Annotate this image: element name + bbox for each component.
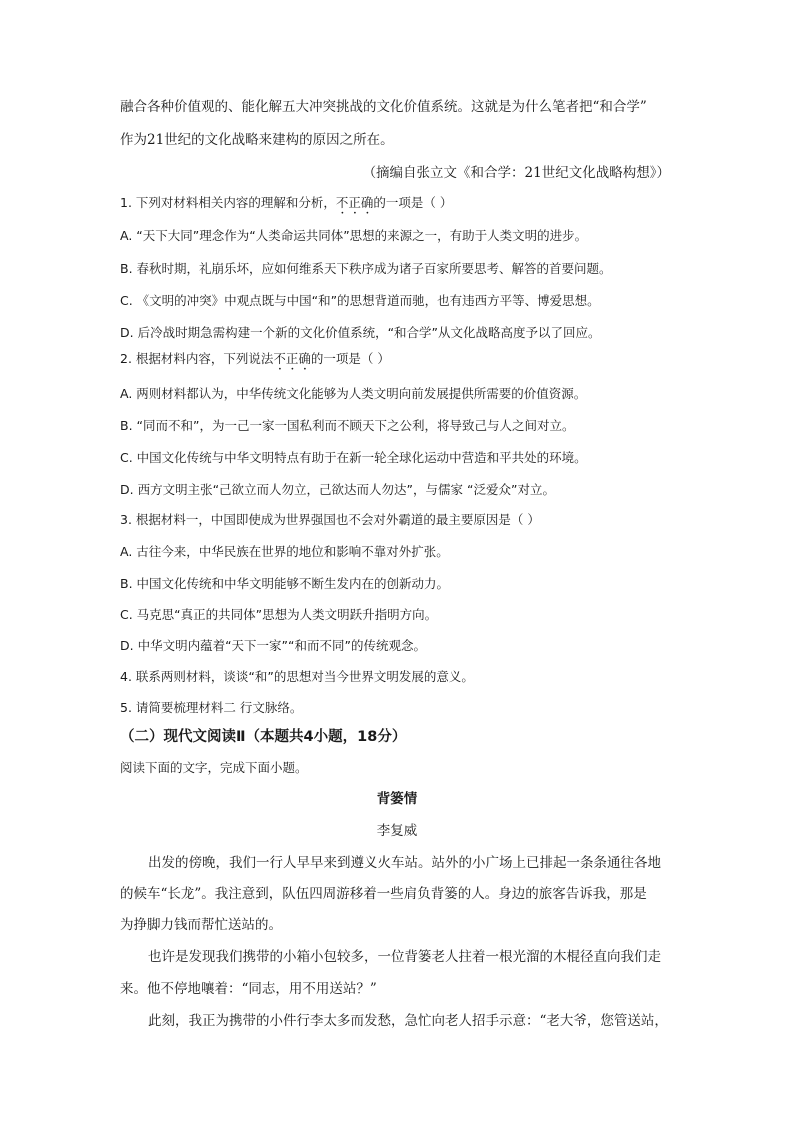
option-b: B. 春秋时期，礼崩乐坏，应如何维系天下秩序成为诸子百家所要思考、解答的首要问题。 — [120, 261, 612, 276]
article-title: 背篓情 — [376, 791, 418, 807]
article-paragraph-line: 的候车“长龙”。我注意到，队伍四周游移着一些肩负背篓的人。身边的旅客告诉我，那是 — [120, 886, 647, 902]
option-d: D. 西方文明主张“己欲立而人勿立，己欲达而人勿达”，与儒家 “泛爱众”对立。 — [120, 482, 555, 497]
passage-line: 融合各种价值观的、能化解五大冲突挑战的文化价值系统。这就是为什么笔者把“和合学” — [120, 99, 647, 115]
question-1-stem: 1. 下列对材料相关内容的理解和分析，不正确的一项是（ ） — [120, 195, 453, 210]
option-d: D. 中华文明内蕴着“天下一家”“和而不同”的传统观念。 — [120, 638, 426, 653]
option-c: C. 马克思“真正的共同体”思想为人类文明跃升指明方向。 — [120, 607, 438, 622]
article-paragraph-line: 来。他不停地嚷着：“同志，用不用送站？” — [120, 981, 377, 997]
section-instruction: 阅读下面的文字，完成下面小题。 — [120, 760, 308, 775]
question-2-stem: 2. 根据材料内容，下列说法不正确的一项是（ ） — [120, 351, 390, 366]
option-a: A. 两则材料都认为，中华传统文化能够为人类文明向前发展提供所需要的价值资源。 — [120, 386, 587, 401]
question-4: 4. 联系两则材料，谈谈“和”的思想对当今世界文明发展的意义。 — [120, 669, 474, 684]
article-paragraph-line: 此刻，我正为携带的小件行李太多而发愁，急忙向老人招手示意：“老大爷，您管送站， — [148, 1013, 668, 1029]
question-3-stem: 3. 根据材料一，中国即使成为世界强国也不会对外霸道的最主要原因是（ ） — [120, 512, 540, 527]
passage-source: （摘编自张立文《和合学：21世纪文化战略构想》） — [362, 165, 670, 181]
option-a: A. 古往今来，中华民族在世界的地位和影响不靠对外扩张。 — [120, 544, 449, 559]
passage-line: 作为21世纪的文化战略来建构的原因之所在。 — [120, 132, 394, 148]
article-paragraph-line: 也许是发现我们携带的小箱小包较多，一位背篓老人拄着一根光溜的木棍径直向我们走 — [148, 949, 661, 965]
option-c: C. 中国文化传统与中华文明特点有助于在新一轮全球化运动中营造和平共处的环境。 — [120, 450, 587, 465]
question-5: 5. 请简要梳理材料二 行文脉络。 — [120, 700, 303, 715]
section-heading: （二）现代文阅读Ⅱ（本题共4小题，18分） — [120, 729, 407, 745]
option-d: D. 后冷战时期急需构建一个新的文化价值系统，“和合学”从文化战略高度予以了回应。 — [120, 325, 601, 340]
option-c: C. 《文明的冲突》中观点既与中国“和”的思想背道而驰，也有违西方平等、博爱思想。 — [120, 293, 600, 308]
option-b: B. “同而不和”，为一己一家一国私利而不顾天下之公利，将导致己与人之间对立。 — [120, 418, 575, 433]
emphasis-text: 不正确 — [273, 351, 311, 366]
option-a: A. “天下大同”理念作为“人类命运共同体”思想的来源之一，有助于人类文明的进步。 — [120, 228, 588, 243]
article-paragraph-line: 出发的傍晚，我们一行人早早来到遵义火车站。站外的小广场上已排起一条条通往各地 — [148, 855, 661, 871]
option-b: B. 中国文化传统和中华文明能够不断生发内在的创新动力。 — [120, 576, 450, 591]
article-paragraph-line: 为挣脚力钱而帮忙送站的。 — [120, 917, 282, 933]
emphasis-text: 不正确 — [335, 195, 374, 210]
article-author: 李复威 — [376, 823, 418, 839]
